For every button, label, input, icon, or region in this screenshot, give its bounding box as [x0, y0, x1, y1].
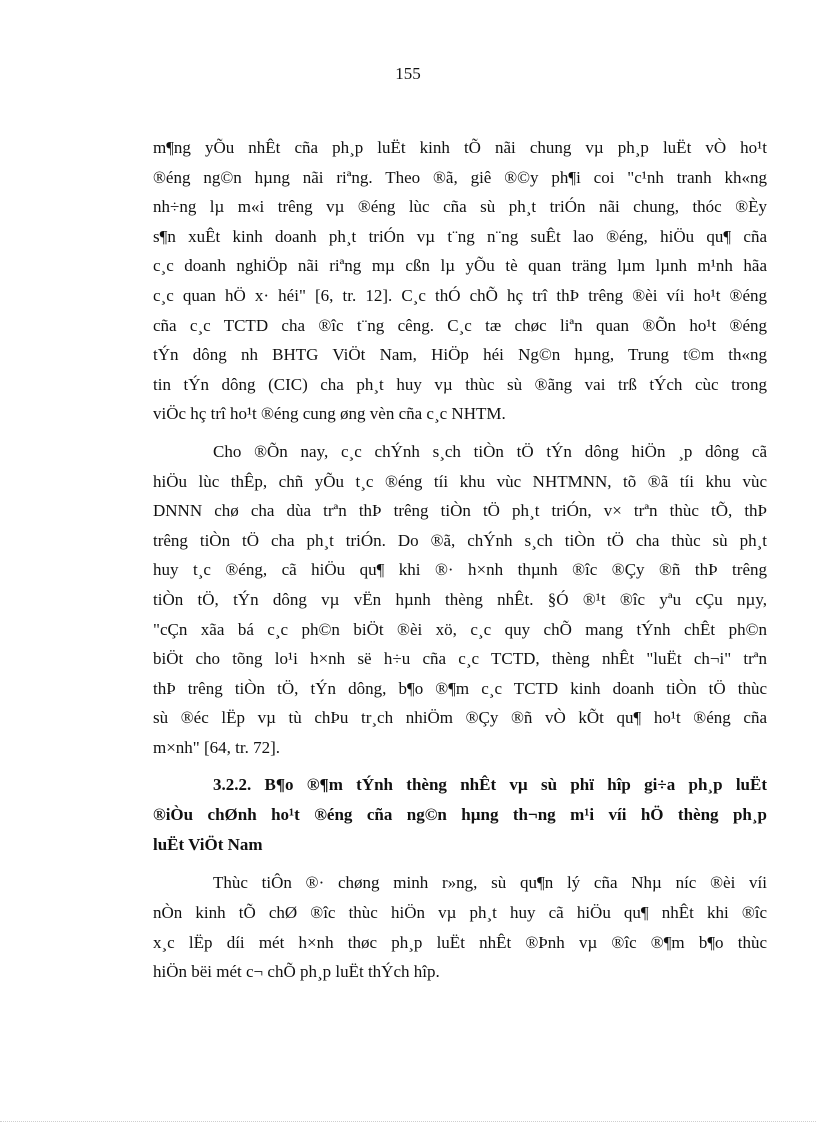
- text-line: tin tÝn dông (CIC) cha ph¸t huy vµ thùc sù ®ãng vai trß tÝch cùc trong: [153, 374, 767, 394]
- text-line: "cÇn xãa bá c¸c ph©n biÖt ®èi xö, c¸c quy chÕ mang tÝnh chÊt ph©n: [153, 619, 767, 639]
- text-line: c¸c doanh nghiÖp nãi riªng mµ cßn lµ yÕu tè quan träng lµm lµnh m¹nh hãa: [153, 256, 767, 276]
- heading-line: ®iÒu chØnh ho¹t ®éng cña ng©n hµng th¬ng m¹i víi hÖ thèng ph¸p: [153, 805, 767, 825]
- text-line: x¸c lËp díi mét h×nh thøc ph¸p luËt nhÊt ®Þnh vµ ®îc ®¶m b¶o thùc: [153, 932, 767, 952]
- text-line: nh÷ng lµ m«i trêng vµ ®éng lùc cña sù ph¸t triÓn nãi chung, thóc ®Èy: [153, 197, 767, 217]
- paragraph-2: [153, 437, 767, 763]
- document-body: [153, 133, 767, 987]
- paragraph-1: [153, 133, 767, 429]
- text-line: thÞ trêng tiÒn tÖ, tÝn dông, b¶o ®¶m c¸c TCTD kinh doanh tiÒn tÖ thùc: [153, 678, 767, 698]
- text-line: DNNN chø cha dùa trªn thÞ trêng tiÒn tÖ ph¸t triÓn, v× trªn thùc tÕ, thÞ: [153, 501, 767, 521]
- text-line: biÖt cho tõng lo¹i h×nh së h÷u cña c¸c TCTD, thèng nhÊt "luËt ch¬i" trªn: [153, 649, 767, 669]
- page-number: 155: [395, 64, 421, 83]
- paragraph-3: [153, 868, 767, 986]
- text-line: m×nh" [64, tr. 72].: [153, 737, 281, 757]
- text-line: s¶n xuÊt kinh doanh ph¸t triÓn vµ t¨ng n¨ng suÊt lao ®éng, hiÖu qu¶ cña: [153, 226, 767, 246]
- text-line: m¶ng yÕu nhÊt cña ph¸p luËt kinh tÕ nãi chung vµ ph¸p luËt vÒ ho¹t: [153, 138, 767, 157]
- section-heading: [153, 770, 767, 860]
- text-line: viÖc hç trî ho¹t ®éng cung øng vèn cña c¸c NHTM.: [153, 404, 506, 424]
- text-line: Thùc tiÔn ®· chøng minh r»ng, sù qu¶n lý cña Nhµ níc ®èi víi: [213, 873, 767, 893]
- text-line: hiÖu lùc thÊp, chñ yÕu t¸c ®éng tíi khu vùc NHTMNN, tõ ®ã tíi khu vùc: [153, 471, 767, 491]
- text-line: nÒn kinh tÕ chØ ®îc thùc hiÖn vµ ph¸t huy cã hiÖu qu¶ nhÊt khi ®îc: [153, 903, 767, 923]
- text-line: hiÖn bëi mét c¬ chÕ ph¸p luËt thÝch hîp.: [153, 962, 440, 982]
- text-line: cña c¸c TCTD cha ®îc t¨ng cêng. C¸c tæ chøc liªn quan ®Õn ho¹t ®éng: [153, 315, 767, 335]
- text-line: ®éng ng©n hµng nãi riªng. Theo ®ã, giê ®©y ph¶i coi "c¹nh tranh kh«ng: [153, 167, 767, 187]
- text-line: huy t¸c ®éng, cã hiÖu qu¶ khi ®· h×nh thµnh ®îc ®Çy ®ñ thÞ trêng: [153, 560, 767, 580]
- text-line: trêng tiÒn tÖ cha ph¸t triÓn. Do ®ã, chÝnh s¸ch tiÒn tÖ cha thùc sù ph¸t: [153, 530, 767, 550]
- page-bottom-divider: [0, 1121, 816, 1122]
- heading-line: 3.2.2. B¶o ®¶m tÝnh thèng nhÊt vµ sù phï hîp gi÷a ph¸p luËt: [213, 775, 767, 795]
- text-line: sù ®éc lËp vµ tù chÞu tr¸ch nhiÖm ®Çy ®ñ vÒ kÕt qu¶ ho¹t ®éng cña: [153, 708, 767, 728]
- text-line: tiÒn tÖ, tÝn dông vµ vËn hµnh thèng nhÊt. §Ó ®¹t ®îc yªu cÇu nµy,: [153, 589, 767, 609]
- text-line: tÝn dông nh BHTG ViÖt Nam, HiÖp héi Ng©n hµng, Trung t©m th«ng: [153, 345, 767, 365]
- text-line: c¸c quan hÖ x· héi" [6, tr. 12]. C¸c thÓ chÕ hç trî thÞ trêng ®èi víi ho¹t ®éng: [153, 285, 767, 305]
- text-line: Cho ®Õn nay, c¸c chÝnh s¸ch tiÒn tÖ tÝn dông hiÖn ¸p dông cã: [213, 441, 767, 461]
- heading-line: luËt ViÖt Nam: [153, 835, 263, 855]
